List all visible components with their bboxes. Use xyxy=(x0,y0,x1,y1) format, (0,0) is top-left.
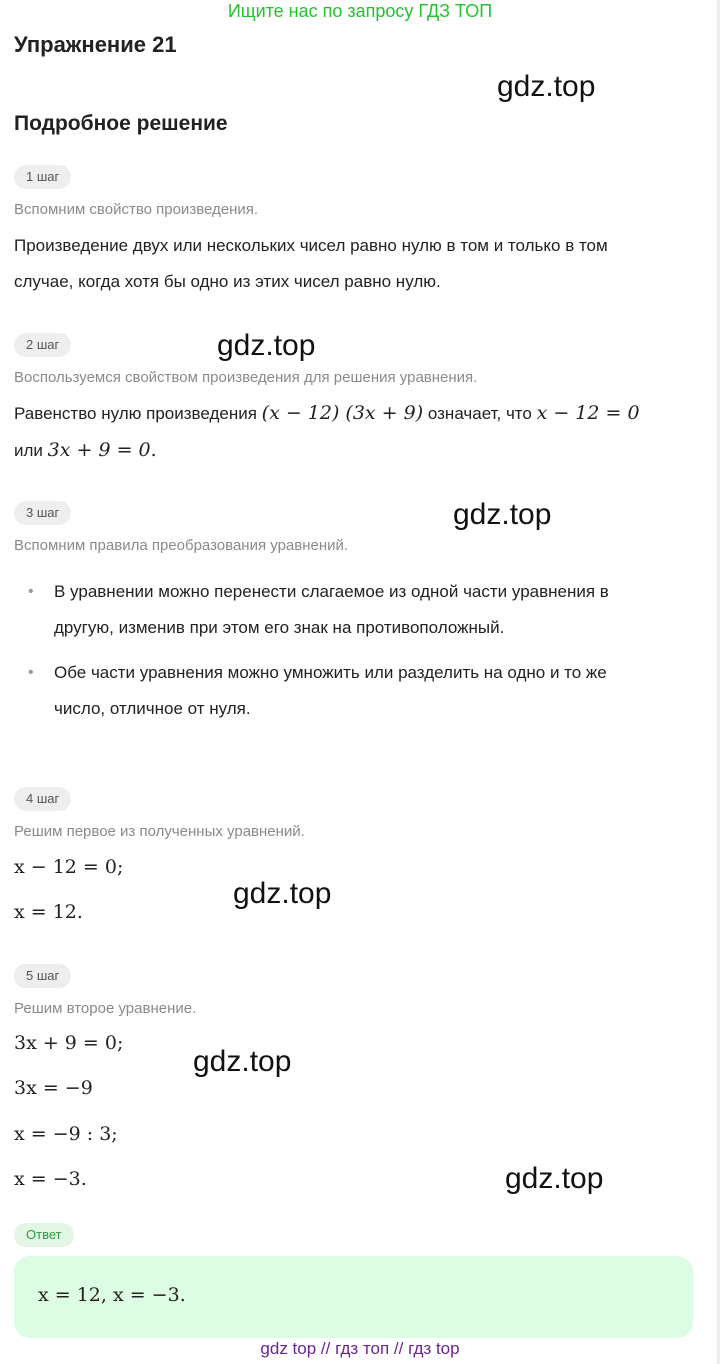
footer-links[interactable]: gdz top // гдз топ // гдз top xyxy=(260,1339,460,1358)
step-chip: 2 шаг xyxy=(14,333,71,357)
watermark: gdz.top xyxy=(505,1162,604,1195)
answer-box xyxy=(14,1256,693,1338)
bullet-dot-icon: • xyxy=(28,583,34,600)
bullet-dot-icon: • xyxy=(28,664,34,681)
step-text-fragment: или xyxy=(14,441,43,460)
page-title: Упражнение 21 xyxy=(14,32,177,57)
step-text-line: случае, когда хотя бы одно из этих чисел равно нулю. xyxy=(14,272,441,291)
math-expression: (x − 12) (3x + 9) xyxy=(261,402,424,424)
step-chip: 4 шаг xyxy=(14,787,71,811)
answer-value: x = 12, x = −3. xyxy=(38,1284,186,1306)
step-text xyxy=(14,395,694,469)
bullet-line: Обе части уравнения можно умножить или разделить на одно и то же xyxy=(54,663,607,682)
step-text-fragment: означает, что xyxy=(427,404,532,423)
rule-bullet xyxy=(28,655,678,727)
watermark: gdz.top xyxy=(497,70,596,103)
rule-bullet xyxy=(28,574,678,646)
math-line: x − 12 = 0; xyxy=(14,856,124,878)
step-text-fragment: Равенство нулю произведения xyxy=(14,404,257,423)
step-chip: 1 шаг xyxy=(14,165,71,189)
math-line: x = 12. xyxy=(14,901,83,923)
math-expression: x − 12 = 0 xyxy=(536,402,640,424)
search-banner: Ищите нас по запросу ГДЗ ТОП xyxy=(227,1,493,21)
step-text-line: Произведение двух или нескольких чисел равно нулю в том и только в том xyxy=(14,236,608,255)
math-line: 3x = −9 xyxy=(14,1077,93,1099)
answer-chip: Ответ xyxy=(14,1223,74,1247)
watermark: gdz.top xyxy=(453,498,552,531)
watermark: gdz.top xyxy=(217,329,316,362)
math-expression: 3x + 9 = 0. xyxy=(47,439,157,461)
step-hint: Вспомним правила преобразования уравнений. xyxy=(14,537,349,554)
math-line: 3x + 9 = 0; xyxy=(14,1032,124,1054)
step-hint: Решим первое из полученных уравнений. xyxy=(14,823,305,840)
step-hint: Решим второе уравнение. xyxy=(14,1000,197,1017)
section-title: Подробное решение xyxy=(14,112,228,135)
step-chip: 5 шаг xyxy=(14,964,71,988)
step-chip: 3 шаг xyxy=(14,501,71,525)
bullet-line: другую, изменив при этом его знак на противоположный. xyxy=(54,618,505,637)
bullet-line: В уравнении можно перенести слагаемое из одной части уравнения в xyxy=(54,582,609,601)
step-hint: Вспомним свойство произведения. xyxy=(14,201,259,218)
step-text xyxy=(14,228,694,300)
watermark: gdz.top xyxy=(193,1045,292,1078)
watermark: gdz.top xyxy=(233,877,332,910)
bullet-line: число, отличное от нуля. xyxy=(54,699,251,718)
math-line: x = −3. xyxy=(14,1168,87,1190)
step-hint: Воспользуемся свойством произведения для решения уравнения. xyxy=(14,369,478,386)
math-line: x = −9 : 3; xyxy=(14,1123,118,1145)
